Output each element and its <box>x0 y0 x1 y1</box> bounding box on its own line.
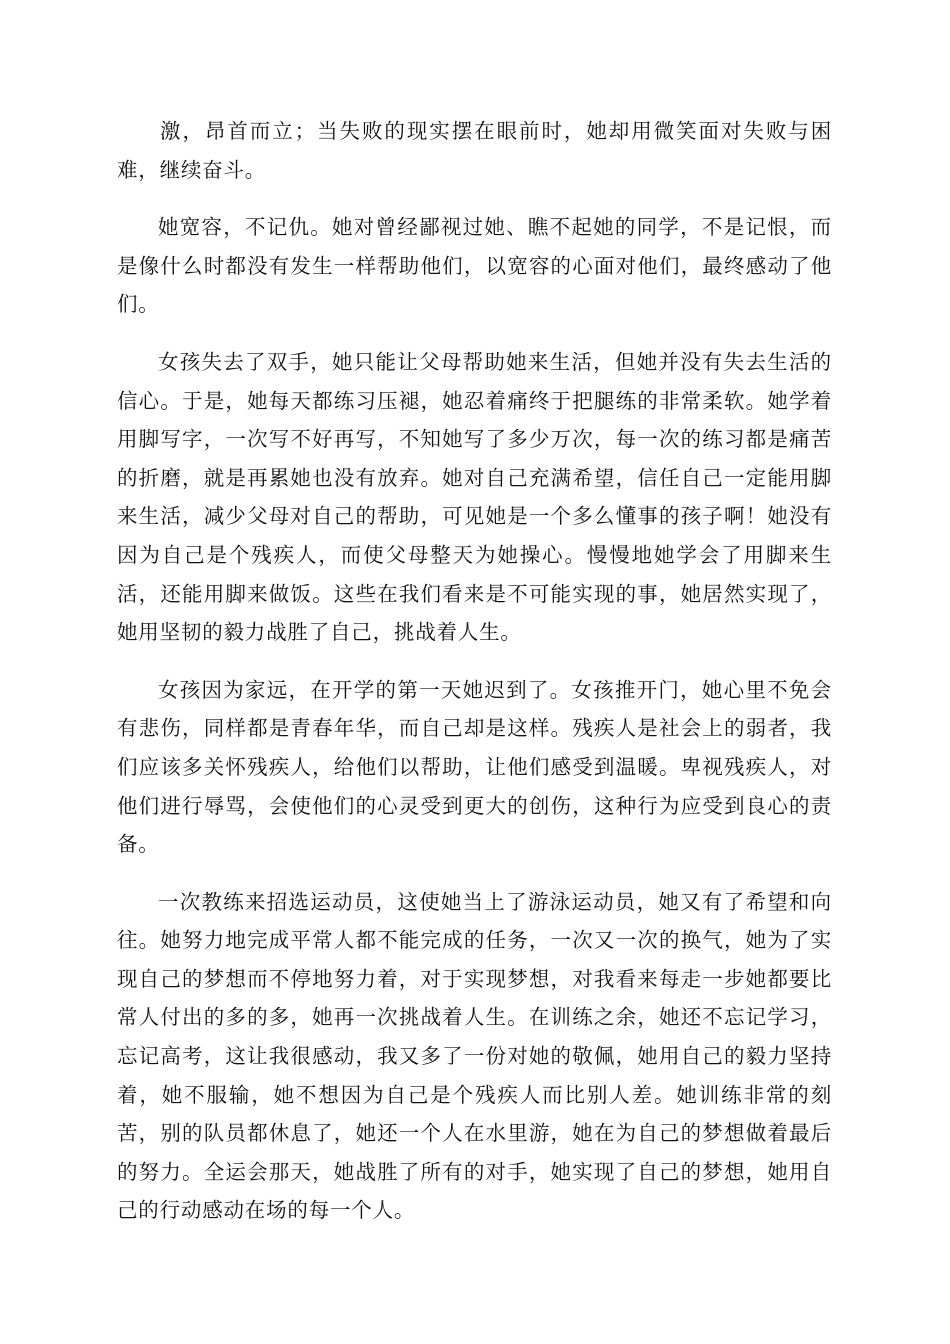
paragraph-5: 一次教练来招选运动员，这使她当上了游泳运动员，她又有了希望和向往。她努力地完成平常人都不能完成的任务，一次又一次的换气，她为了实现自己的梦想而不停地努力着，对于实现梦想，对我看来每走一步她都要比常人付出的多的多，她再一次挑战着人生。在训练之余，她还不忘记学习，忘记高考，这让我很感动，我又多了一份对她的敬佩，她用自己的毅力坚持着，她不服输，她不想因为自己是个残疾人而比别人差。她训练非常的刻苦，别的队员都休息了，她还一个人在水里游，她在为自己的梦想做着最后的努力。全运会那天，她战胜了所有的对手，她实现了自己的梦想，她用自己的行动感动在场的每一个人。 <box>117 889 832 1223</box>
paragraph-2: 她宽容，不记仇。她对曾经鄙视过她、瞧不起她的同学，不是记恨，而是像什么时都没有发生一样帮助他们，以宽容的心面对他们，最终感动了他们。 <box>117 215 832 317</box>
document-page <box>117 112 832 1249</box>
paragraph-4: 女孩因为家远，在开学的第一天她迟到了。女孩推开门，她心里不免会有悲伤，同样都是青春年华，而自己却是这样。残疾人是社会上的弱者，我们应该多关怀残疾人，给他们以帮助，让他们感受到温暖。卑视残疾人，对他们进行辱骂，会使他们的心灵受到更大的创伤，这种行为应受到良心的责备。 <box>117 677 832 857</box>
paragraph-1: 激，昂首而立；当失败的现实摆在眼前时，她却用微笑面对失败与困难，继续奋斗。 <box>117 119 832 182</box>
paragraph-3: 女孩失去了双手，她只能让父母帮助她来生活，但她并没有失去生活的信心。于是，她每天都练习压褪，她忍着痛终于把腿练的非常柔软。她学着用脚写字，一次写不好再写，不知她写了多少万次，每一次的练习都是痛苦的折磨，就是再累她也没有放弃。她对自己充满希望，信任自己一定能用脚来生活，减少父母对自己的帮助，可见她是一个多么懂事的孩子啊！她没有因为自己是个残疾人，而使父母整天为她操心。慢慢地她学会了用脚来生活，还能用脚来做饭。这些在我们看来是不可能实现的事，她居然实现了，她用坚韧的毅力战胜了自己，挑战着人生。 <box>117 349 832 645</box>
